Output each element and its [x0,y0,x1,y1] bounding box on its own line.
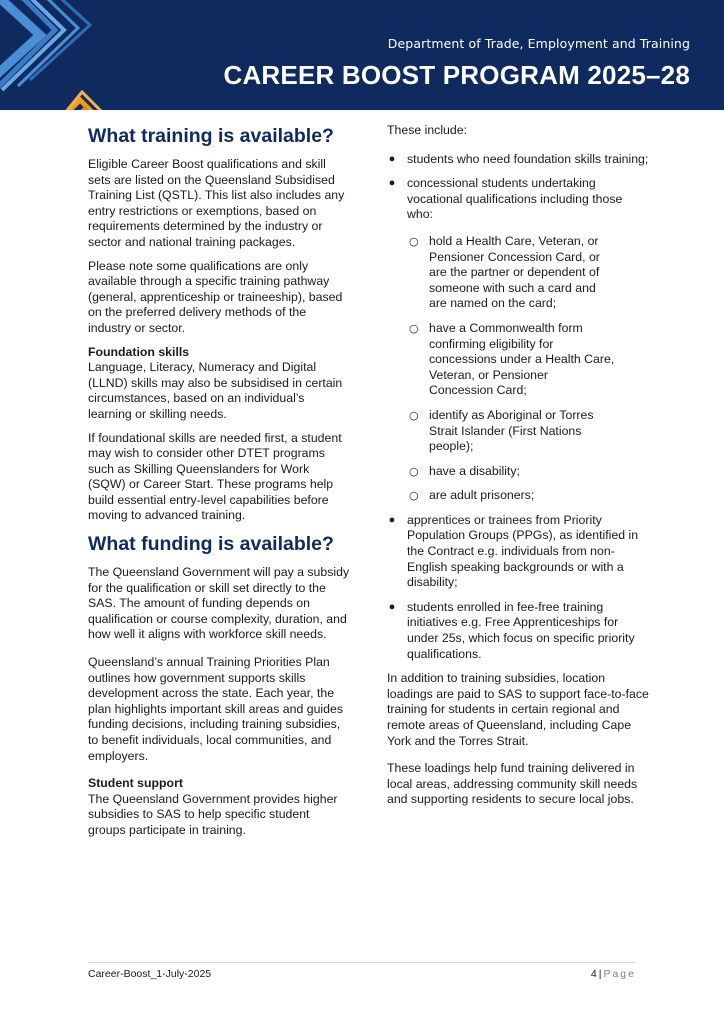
paragraph: Eligible Career Boost qualifications and skill sets are listed on the Queensland Subsidised Training List (QSTL). This list also includes any entry restrictions or exemptions, based on requirements determined by the industry or sector and national training packages. [88,157,345,249]
sub-list-item-text: have a Commonwealth form confirming eligibility for concessions under a Health Care, Veteran, or Pensioner Concession Card; [429,320,615,398]
sub-list-item [407,488,615,504]
footer-divider [88,962,636,963]
list-item-text: students enrolled in fee-free training initiatives e.g. Free Apprenticeships for under 25s, which focus on specific priority qualifications. [407,599,635,661]
sub-list-item [407,321,615,399]
bullet-icon: ● [388,177,396,190]
eligibility-list [387,152,649,663]
program-title: CAREER BOOST PROGRAM 2025–28 [223,60,690,90]
footer-page-indicator [591,968,636,980]
list-item [387,176,649,504]
sub-list-item-text: hold a Health Care, Veteran, or Pensioner Concession Card, or are the partner or dependent of someone with such a card and are named on the card; [429,233,600,311]
list-item [387,600,649,662]
bullet-icon: ● [388,600,396,613]
paragraph: Queensland’s annual Training Priorities Plan outlines how government supports skills development across the state. Each year, the plan highlights important skill areas and guides funding decisions, including training subsidies, to benefit individuals, local communities, and employers. [88,655,343,763]
paragraph: Language, Literacy, Numeracy and Digital (LLND) skills may also be subsidised in certain circumstances, based on an individual’s learning or skilling needs. [88,360,343,421]
bullet-icon: ● [388,513,396,526]
circle-bullet-icon: ○ [409,408,419,422]
list-item-text: apprentices or trainees from Priority Population Groups (PPGs), as identified in the Contract e.g. individuals from non-English speaking backgrounds or with a disability; [407,512,639,590]
circle-bullet-icon: ○ [409,321,419,335]
subheading-foundation-skills: Foundation skills [88,344,190,359]
sub-list-item-text: are adult prisoners; [429,488,535,503]
left-column [88,120,350,847]
circle-bullet-icon: ○ [409,234,419,248]
circle-bullet-icon: ○ [409,489,419,503]
list-item [387,513,649,591]
heading-training-available: What training is available? [88,125,334,147]
page-number: 4 [590,968,597,980]
sub-list-item-text: have a disability; [429,463,520,478]
bullet-icon: ● [388,152,396,165]
department-name: Department of Trade, Employment and Training [387,36,690,51]
paragraph: These loadings help fund training delivered in local areas, addressing community skill needs and supporting residents to secure local jobs. [387,761,638,807]
heading-funding-available: What funding is available? [88,533,334,556]
list-item-text: students who need foundation skills training; [407,151,649,166]
sub-list-item [407,234,615,312]
circle-bullet-icon: ○ [409,464,419,478]
chevron-logo-graphic [0,0,140,110]
paragraph: In addition to training subsidies, location loadings are paid to SAS to support face-to-face training for students in certain regional and remote areas of Queensland, including Cape York and the Torres Strait. [387,671,649,748]
page-header [0,0,724,110]
paragraph: If foundational skills are needed first, a student may wish to consider other DTET programs such as Skilling Queenslanders for Work (SQW) or Career Start. These programs help build essential entry-level capabilities before moving to advanced training. [88,430,342,523]
concession-sub-list [407,234,649,504]
list-intro: These include: [387,123,467,137]
right-column [387,123,649,816]
paragraph: The Queensland Government provides higher subsidies to SAS to help specific student groups participate in training. [88,791,338,837]
page-word: Page [603,968,636,980]
sub-list-item [407,464,615,480]
sub-list-item [407,408,615,455]
paragraph: Please note some qualifications are only available through a specific training pathway (general, apprenticeship or traineeship), based on the preferred delivery methods of the industry or sector. [88,258,343,335]
sub-list-item-text: identify as Aboriginal or Torres Strait Islander (First Nations people); [429,407,594,454]
paragraph: The Queensland Government will pay a subsidy for the qualification or skill set directly to the SAS. The amount of funding depends on qualification or course complexity, duration, and how well it aligns with workforce skill needs. [88,565,350,642]
list-item [387,152,649,168]
list-item-text: concessional students undertaking vocational qualifications including those who: [407,176,623,222]
subheading-student-support: Student support [88,776,183,791]
footer-document-id: Career-Boost_1-July-2025 [88,968,212,980]
page-separator: | [598,968,602,980]
